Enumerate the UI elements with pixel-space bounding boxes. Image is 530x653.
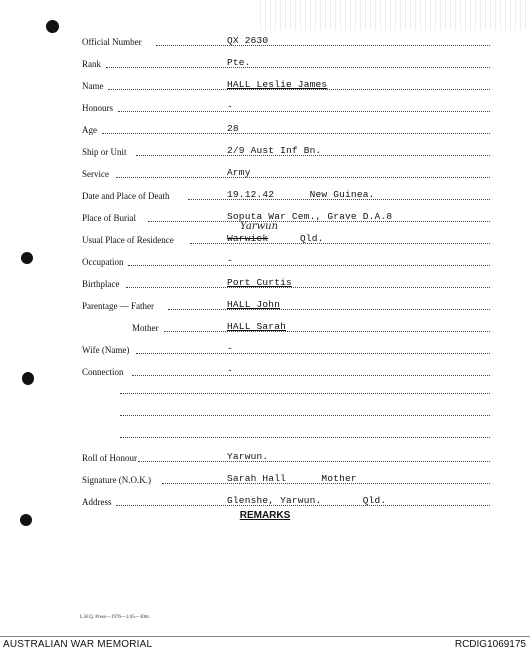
field-father	[82, 297, 490, 313]
field-roll-of-honour	[82, 449, 490, 465]
field-label: Parentage — Father	[82, 301, 154, 311]
field-label: Occupation	[82, 257, 124, 267]
field-rank	[82, 55, 490, 71]
field-label: Honours	[82, 103, 113, 113]
field-address	[82, 493, 490, 509]
printer-imprint: L.H.Q. Press—1976—1/45—30m.	[80, 615, 150, 620]
field-label: Roll of Honour	[82, 453, 137, 463]
footer-source: AUSTRALIAN WAR MEMORIAL	[3, 639, 153, 650]
field-value: QX 2630	[227, 35, 269, 46]
remarks-heading: REMARKS	[239, 510, 291, 521]
blank-line	[120, 436, 490, 438]
field-value: Sarah Hall Mother	[227, 473, 357, 484]
field-label: Birthplace	[82, 279, 120, 289]
field-service	[82, 165, 490, 181]
field-value: Soputa War Cem., Grave D.A.8	[227, 211, 393, 222]
field-date-place-death	[82, 187, 490, 203]
field-label: Date and Place of Death	[82, 191, 170, 201]
blank-line	[120, 414, 490, 416]
field-official-number	[82, 33, 490, 49]
field-value: HALL Sarah	[227, 321, 287, 332]
field-label: Place of Burial	[82, 213, 136, 223]
field-label: Usual Place of Residence	[82, 235, 174, 245]
field-value: Warwick	[227, 233, 269, 244]
field-label: Rank	[82, 59, 101, 69]
field-value: 28	[227, 123, 239, 134]
field-label: Wife (Name)	[82, 345, 130, 355]
field-usual-residence	[82, 231, 490, 247]
field-wife	[82, 341, 490, 357]
punch-hole	[46, 20, 59, 33]
field-value: Pte.	[227, 57, 251, 68]
archive-footer	[0, 636, 530, 653]
footer-record-id: RCDIG1069175	[454, 639, 526, 650]
field-value: -	[227, 343, 233, 354]
field-value: 19.12.42 New Guinea.	[227, 189, 375, 200]
field-value: HALL John	[227, 299, 281, 310]
field-value-state: Qld.	[300, 233, 324, 244]
field-age	[82, 121, 490, 137]
field-value: HALL Leslie James	[227, 79, 328, 90]
field-label: Address	[82, 497, 112, 507]
punch-hole	[21, 252, 33, 264]
field-value: Port Curtis	[227, 277, 292, 288]
field-honours	[82, 99, 490, 115]
field-value: Glenshe, Yarwun. Qld.	[227, 495, 387, 506]
field-mother	[82, 319, 490, 335]
field-birthplace	[82, 275, 490, 291]
field-label: Mother	[132, 323, 159, 333]
field-label: Connection	[82, 367, 124, 377]
field-label: Name	[82, 81, 104, 91]
field-value: Yarwun.	[227, 451, 269, 462]
handwritten-correction: Yarwun	[240, 221, 279, 232]
blank-line	[120, 392, 490, 394]
field-value: -	[227, 365, 233, 376]
field-label: Service	[82, 169, 109, 179]
field-label: Age	[82, 125, 97, 135]
field-connection	[82, 363, 490, 379]
field-occupation	[82, 253, 490, 269]
field-ship-or-unit	[82, 143, 490, 159]
field-label: Signature (N.O.K.)	[82, 475, 151, 485]
field-place-of-burial	[82, 209, 490, 225]
field-label: Official Number	[82, 37, 142, 47]
field-value: -	[227, 255, 233, 266]
field-signature	[82, 471, 490, 487]
scan-noise	[260, 0, 530, 30]
field-value: 2/9 Aust Inf Bn.	[227, 145, 322, 156]
field-value: Army	[227, 167, 251, 178]
field-name	[82, 77, 490, 93]
field-value: -	[227, 101, 233, 112]
punch-hole	[22, 372, 34, 385]
field-label: Ship or Unit	[82, 147, 127, 157]
